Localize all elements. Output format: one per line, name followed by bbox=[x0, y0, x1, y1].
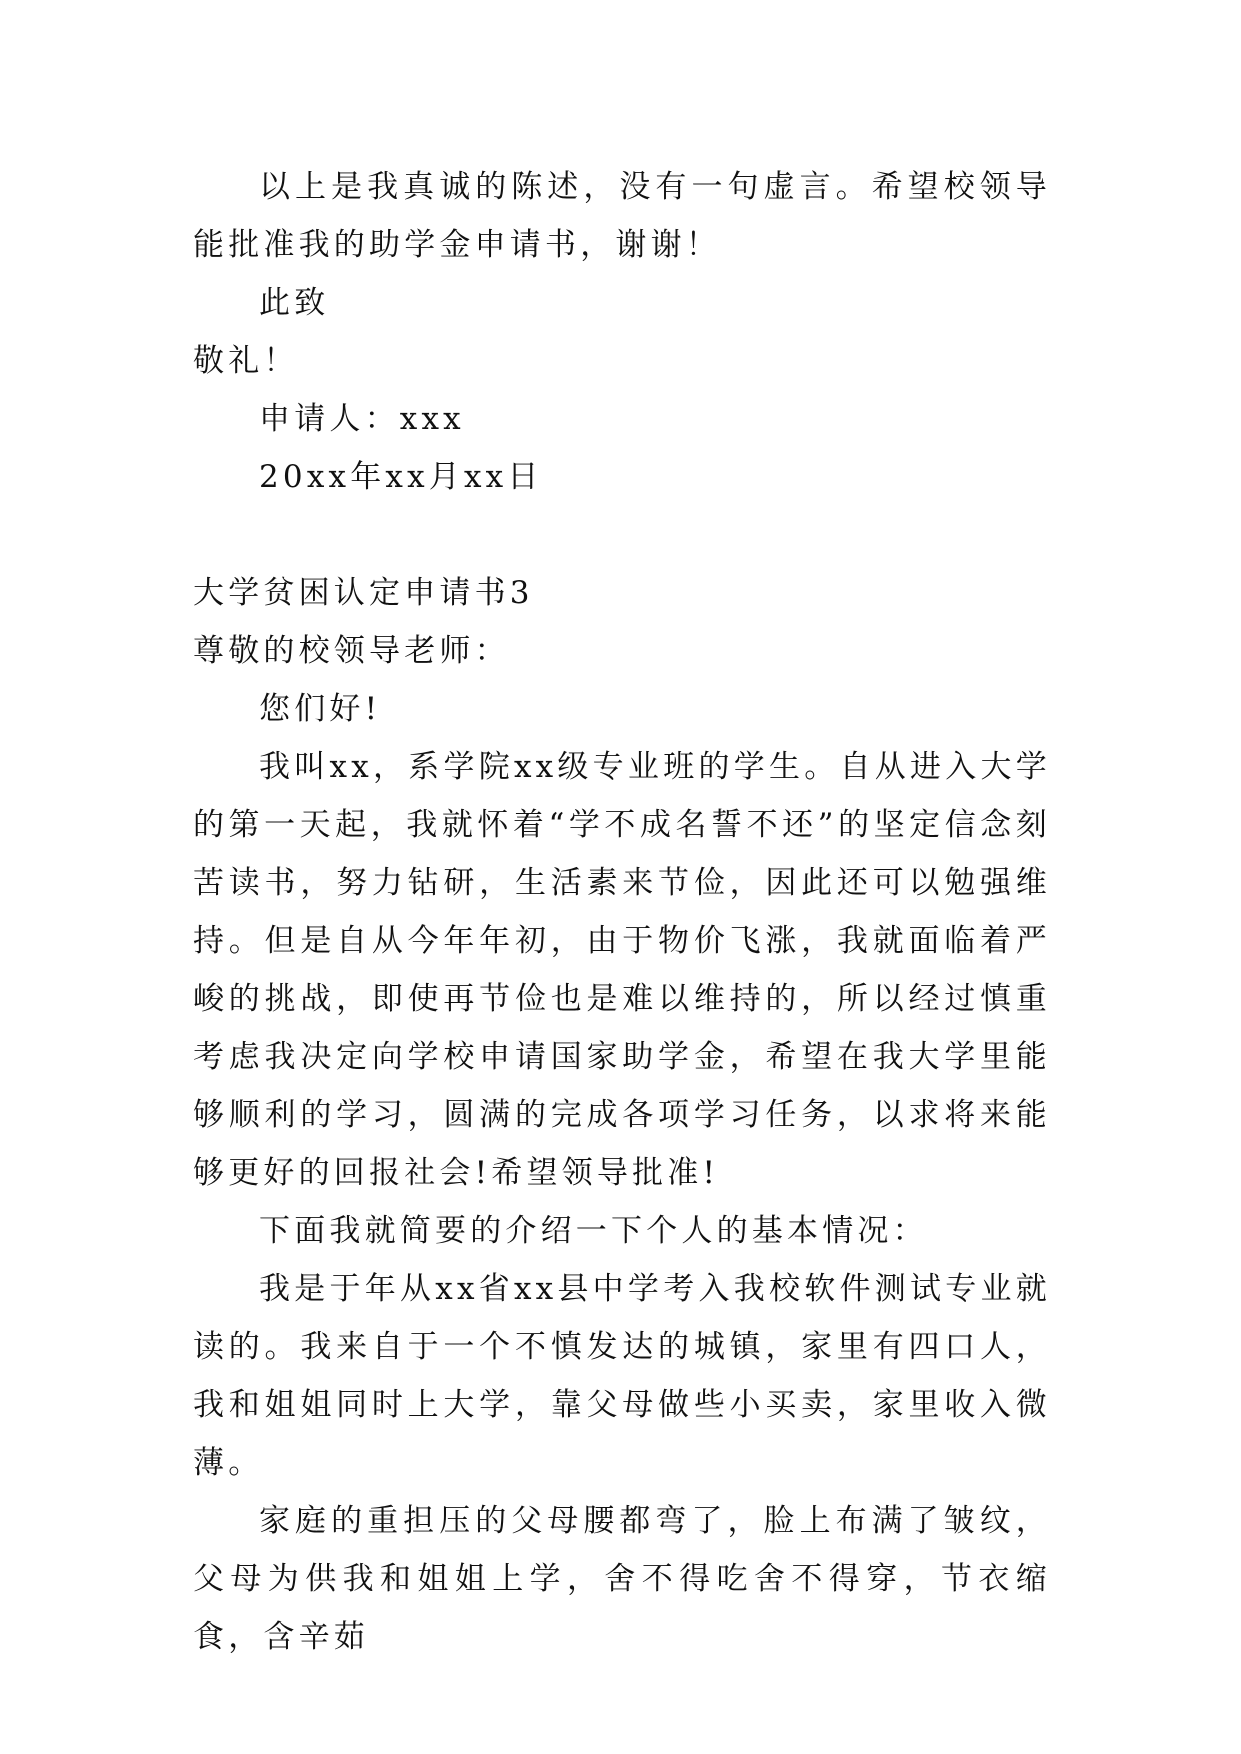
addressee-line: 尊敬的校领导老师： bbox=[193, 633, 510, 669]
body-paragraph-intro: 我叫xx，系学院xx级专业班的学生。自从进入大学的第一天起，我就怀着“学不成名誓不还”的坚定信念刻苦读书，努力钻研，生活素来节俭，因此还可以勉强维持。但是自从今年年初，由于物价飞涨，我就面临着严峻的挑战，即使再节俭也是难以维持的，所以经过慎重考虑我决定向学校申请国家助学金，希望在我大学里能够顺利的学习，圆满的完成各项学习任务，以求将来能够更好的回报社会!希望领导批准! bbox=[193, 749, 1051, 1191]
section-gap bbox=[193, 506, 1051, 564]
body-paragraph-overview: 下面我就简要的介绍一下个人的基本情况： bbox=[259, 1213, 928, 1249]
body-paragraph-background: 我是于年从xx省xx县中学考入我校软件测试专业就读的。我来自于一个不慎发达的城镇，家里有四口人，我和姐姐同时上大学，靠父母做些小买卖，家里收入微薄。 bbox=[193, 1271, 1051, 1481]
salutation-close: 此致 bbox=[259, 285, 330, 321]
document-page bbox=[193, 158, 1051, 1666]
section-title: 大学贫困认定申请书3 bbox=[193, 575, 534, 611]
date-line: 20xx年xx月xx日 bbox=[259, 459, 543, 495]
greeting-line: 您们好! bbox=[259, 691, 382, 727]
respect-line: 敬礼！ bbox=[193, 343, 299, 379]
applicant-line: 申请人：xxx bbox=[259, 401, 465, 437]
closing-paragraph: 以上是我真诚的陈述，没有一句虚言。希望校领导能批准我的助学金申请书，谢谢！ bbox=[193, 169, 1051, 263]
body-paragraph-family: 家庭的重担压的父母腰都弯了，脸上布满了皱纹，父母为供我和姐姐上学，舍不得吃舍不得穿，节衣缩食，含辛茹 bbox=[193, 1503, 1051, 1655]
